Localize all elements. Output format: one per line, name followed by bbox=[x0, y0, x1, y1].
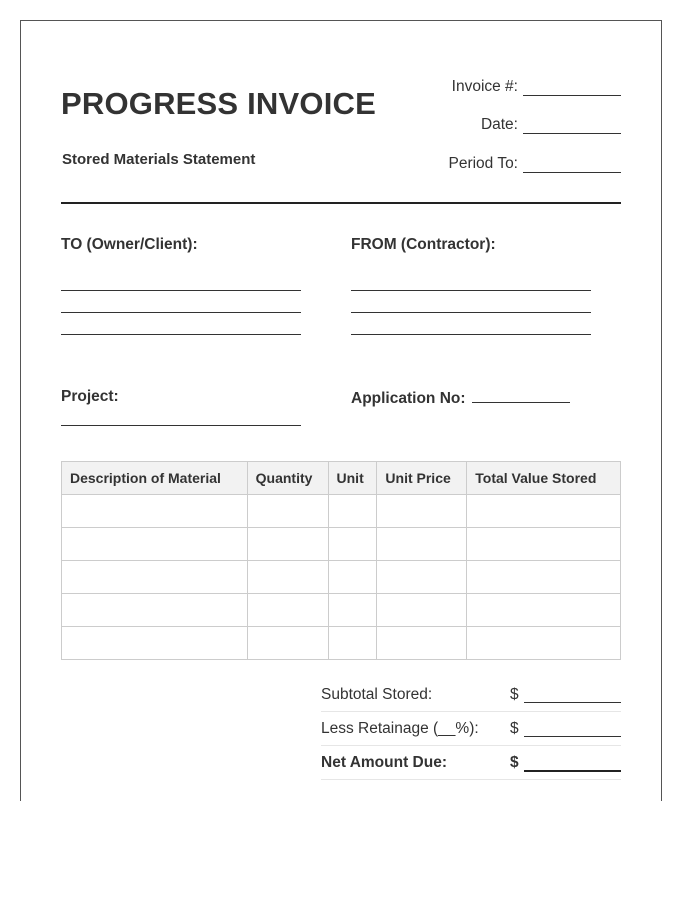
to-line-2[interactable] bbox=[61, 312, 301, 313]
cell-quantity[interactable] bbox=[247, 528, 328, 561]
cell-unit-price[interactable] bbox=[377, 528, 467, 561]
project-label: Project: bbox=[61, 388, 119, 405]
cell-description[interactable] bbox=[62, 528, 248, 561]
cell-total-value[interactable] bbox=[467, 528, 621, 561]
cell-unit-price[interactable] bbox=[377, 561, 467, 594]
to-label: TO (Owner/Client): bbox=[61, 236, 198, 253]
from-line-1[interactable] bbox=[351, 290, 591, 291]
subtotal-row bbox=[321, 678, 621, 712]
cell-unit[interactable] bbox=[328, 561, 377, 594]
cell-quantity[interactable] bbox=[247, 627, 328, 660]
from-line-2[interactable] bbox=[351, 312, 591, 313]
currency-symbol: $ bbox=[510, 720, 519, 737]
cell-unit-price[interactable] bbox=[377, 495, 467, 528]
from-line-3[interactable] bbox=[351, 334, 591, 335]
header-description: Description of Material bbox=[62, 462, 248, 495]
retainage-label: Less Retainage (__%): bbox=[321, 720, 479, 737]
application-label: Application No: bbox=[351, 390, 466, 407]
totals-section bbox=[321, 678, 621, 780]
cell-description[interactable] bbox=[62, 561, 248, 594]
header-divider bbox=[61, 202, 621, 204]
cell-total-value[interactable] bbox=[467, 594, 621, 627]
table-row bbox=[62, 594, 621, 627]
materials-table bbox=[61, 461, 621, 660]
table-row bbox=[62, 561, 621, 594]
date-field[interactable] bbox=[523, 119, 621, 134]
cell-quantity[interactable] bbox=[247, 594, 328, 627]
net-amount-row bbox=[321, 746, 621, 780]
period-label: Period To: bbox=[448, 155, 518, 172]
cell-total-value[interactable] bbox=[467, 627, 621, 660]
retainage-row bbox=[321, 712, 621, 746]
retainage-field[interactable] bbox=[524, 720, 621, 737]
cell-unit-price[interactable] bbox=[377, 627, 467, 660]
cell-unit[interactable] bbox=[328, 627, 377, 660]
currency-symbol: $ bbox=[510, 754, 519, 771]
table-row bbox=[62, 528, 621, 561]
cell-description[interactable] bbox=[62, 627, 248, 660]
cell-quantity[interactable] bbox=[247, 561, 328, 594]
subtotal-label: Subtotal Stored: bbox=[321, 686, 433, 703]
to-line-3[interactable] bbox=[61, 334, 301, 335]
invoice-number-label: Invoice #: bbox=[451, 78, 518, 95]
cell-unit[interactable] bbox=[328, 594, 377, 627]
application-field[interactable] bbox=[472, 388, 570, 403]
currency-symbol: $ bbox=[510, 686, 519, 703]
cell-unit[interactable] bbox=[328, 528, 377, 561]
page-title: PROGRESS INVOICE bbox=[61, 86, 376, 121]
header-total-value: Total Value Stored bbox=[467, 462, 621, 495]
cell-total-value[interactable] bbox=[467, 495, 621, 528]
period-field[interactable] bbox=[523, 158, 621, 173]
table-row bbox=[62, 627, 621, 660]
cell-unit[interactable] bbox=[328, 495, 377, 528]
date-row bbox=[481, 116, 621, 134]
net-amount-label: Net Amount Due: bbox=[321, 754, 447, 771]
header-unit: Unit bbox=[328, 462, 377, 495]
subtotal-field[interactable] bbox=[524, 686, 621, 703]
from-label: FROM (Contractor): bbox=[351, 236, 496, 253]
header-quantity: Quantity bbox=[247, 462, 328, 495]
table-header-row bbox=[62, 462, 621, 495]
application-row bbox=[351, 388, 570, 408]
header-unit-price: Unit Price bbox=[377, 462, 467, 495]
cell-quantity[interactable] bbox=[247, 495, 328, 528]
cell-unit-price[interactable] bbox=[377, 594, 467, 627]
table-row bbox=[62, 495, 621, 528]
date-label: Date: bbox=[480, 116, 518, 133]
project-line[interactable] bbox=[61, 425, 301, 426]
page-subtitle: Stored Materials Statement bbox=[62, 151, 256, 168]
invoice-number-field[interactable] bbox=[523, 81, 621, 96]
to-line-1[interactable] bbox=[61, 290, 301, 291]
invoice-number-row bbox=[452, 78, 621, 96]
cell-description[interactable] bbox=[62, 495, 248, 528]
cell-description[interactable] bbox=[62, 594, 248, 627]
period-row bbox=[448, 155, 621, 173]
cell-total-value[interactable] bbox=[467, 561, 621, 594]
net-amount-field[interactable] bbox=[524, 754, 621, 772]
